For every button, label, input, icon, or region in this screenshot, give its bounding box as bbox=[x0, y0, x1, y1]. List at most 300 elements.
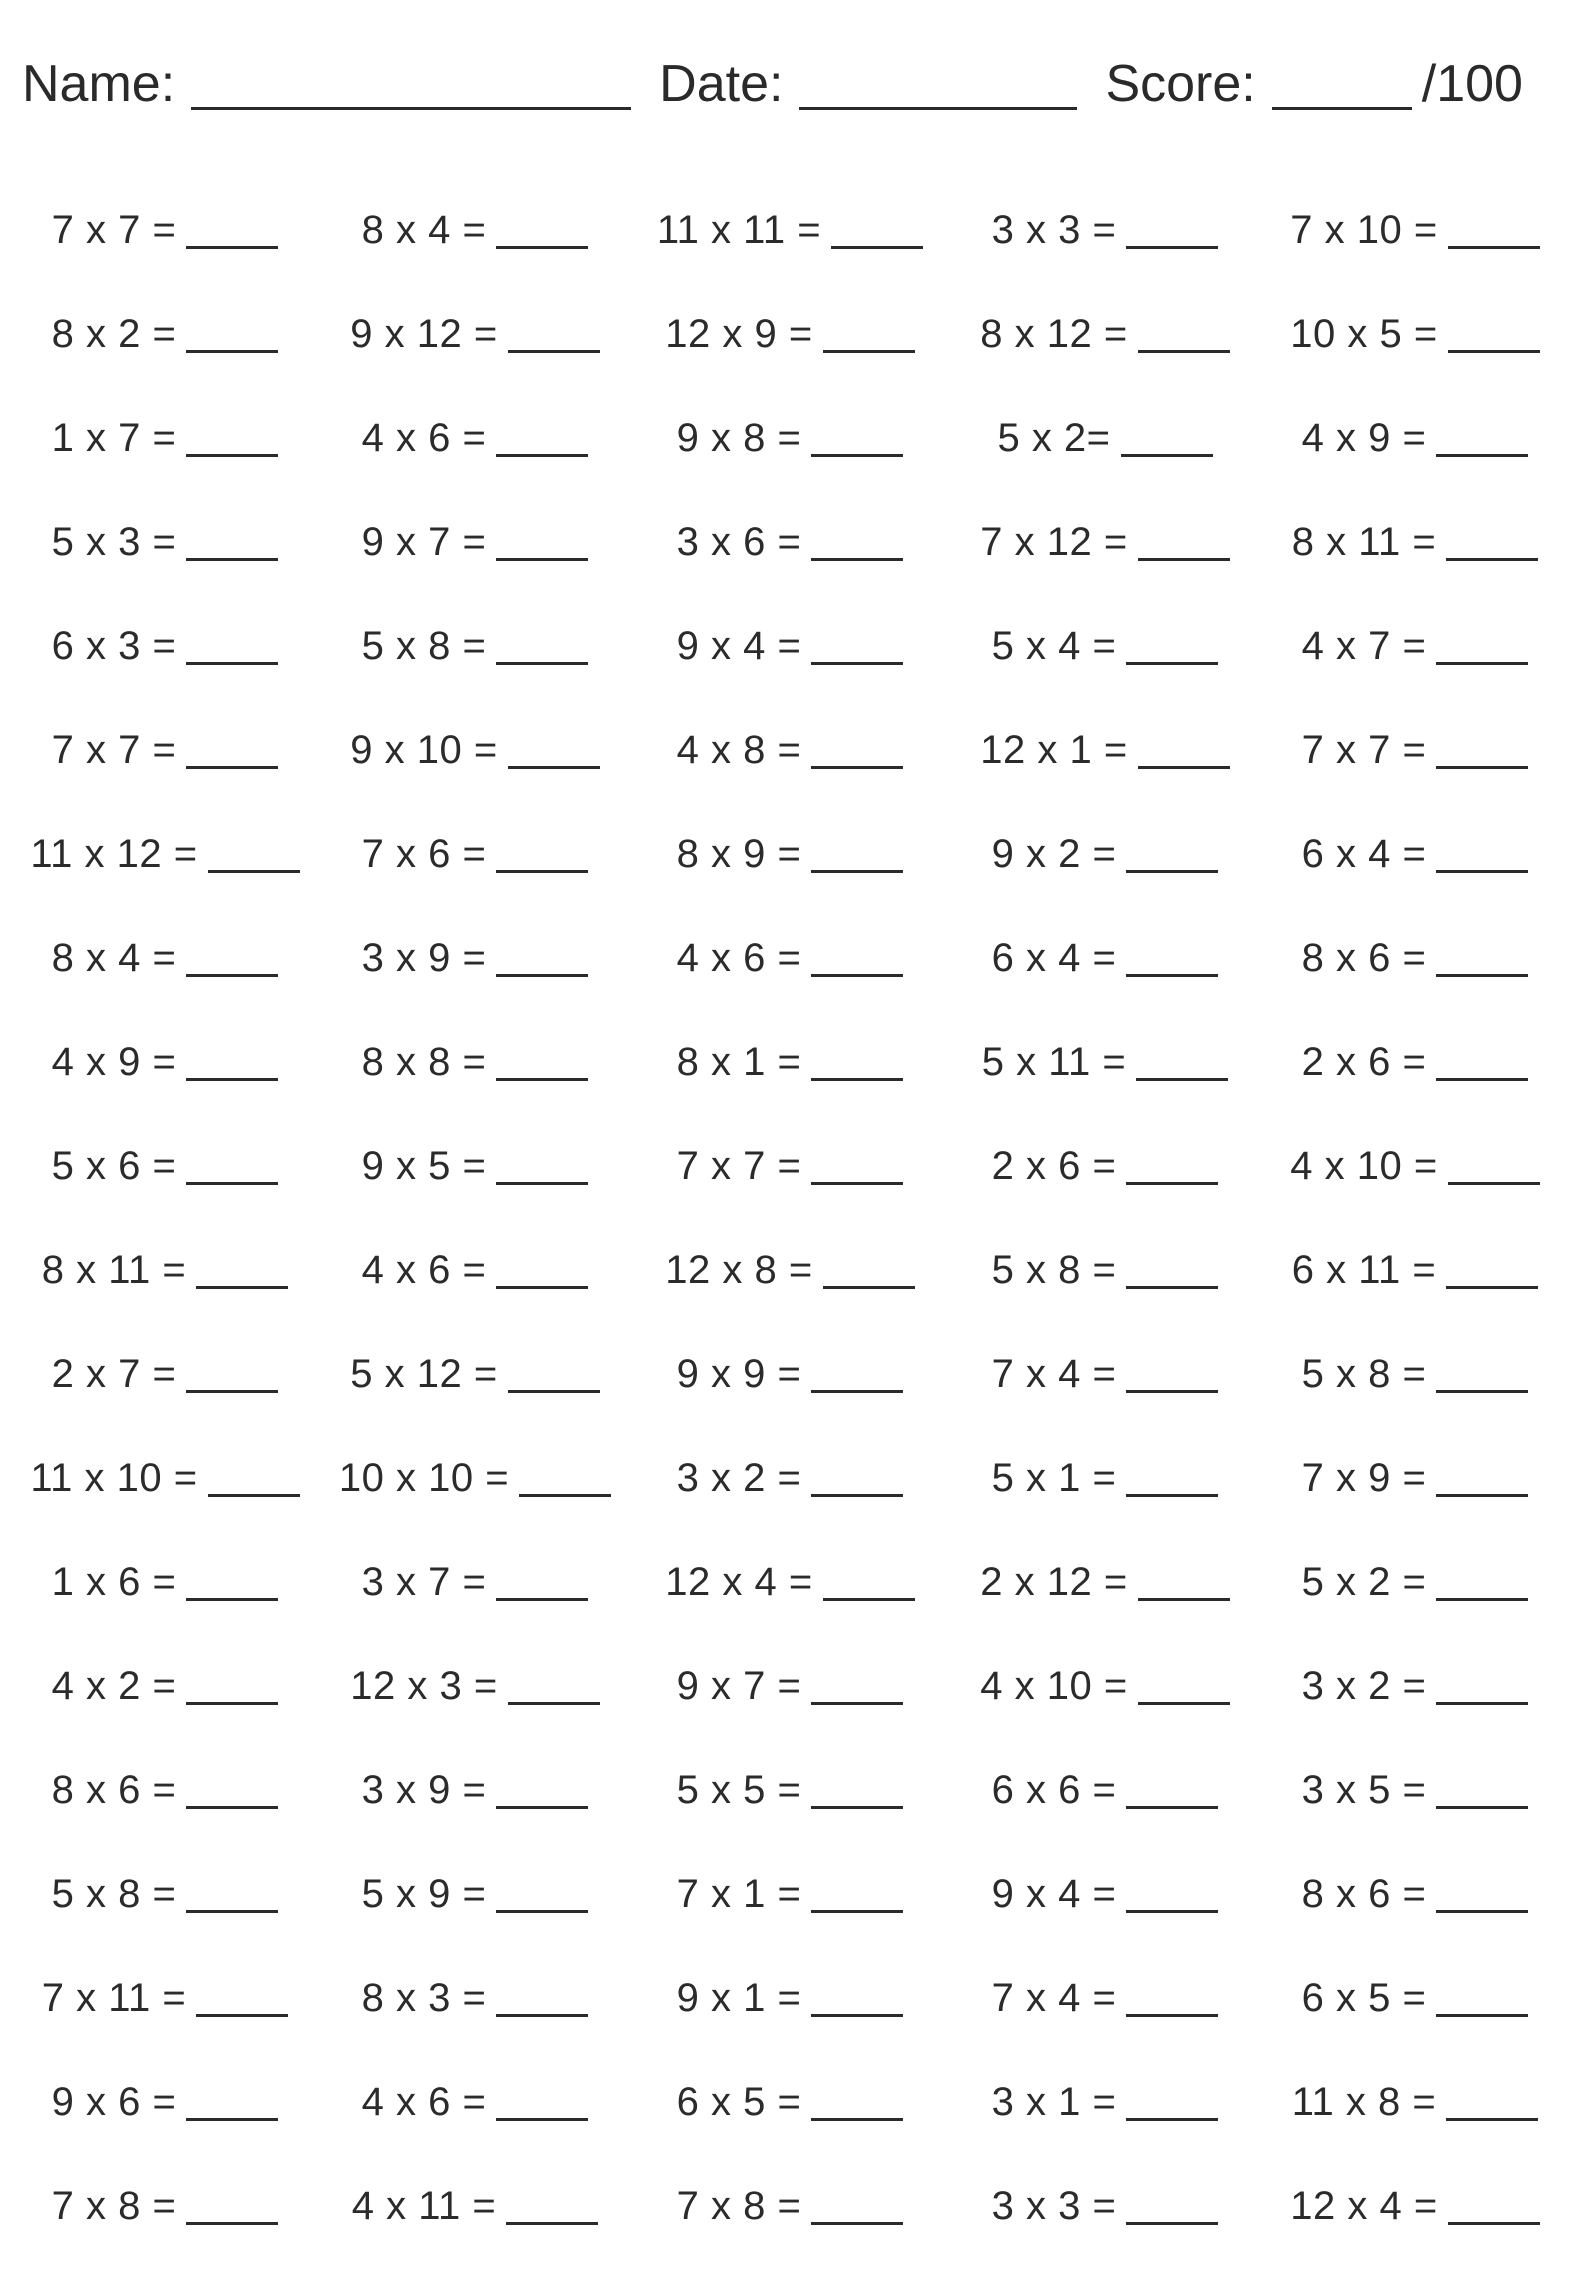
answer-blank[interactable] bbox=[186, 732, 278, 769]
problem-cell bbox=[955, 294, 1255, 374]
problem-cell bbox=[640, 1230, 940, 1310]
answer-blank[interactable] bbox=[1138, 524, 1230, 561]
problem-row bbox=[0, 1646, 1588, 1750]
problem-text: 8 x 9 = bbox=[676, 831, 802, 876]
problem-text: 8 x 2 = bbox=[51, 311, 177, 356]
answer-blank[interactable] bbox=[496, 420, 588, 457]
problem-text: 4 x 2 = bbox=[51, 1663, 177, 1708]
answer-blank[interactable] bbox=[1448, 1148, 1540, 1185]
answer-blank[interactable] bbox=[811, 1876, 903, 1913]
answer-blank[interactable] bbox=[811, 2084, 903, 2121]
answer-blank[interactable] bbox=[1126, 628, 1218, 665]
problem-cell bbox=[1265, 2062, 1565, 2142]
problem-cell bbox=[955, 606, 1255, 686]
problem-cell bbox=[1265, 1230, 1565, 1310]
problem-text: 6 x 11 = bbox=[1291, 1247, 1437, 1292]
problem-cell bbox=[15, 1126, 315, 1206]
problem-text: 6 x 3 = bbox=[51, 623, 177, 668]
answer-blank[interactable] bbox=[811, 1980, 903, 2017]
score-total: /100 bbox=[1421, 55, 1523, 113]
problem-text: 8 x 6 = bbox=[1301, 1871, 1427, 1916]
problem-text: 5 x 4 = bbox=[991, 623, 1117, 668]
problem-row bbox=[0, 1958, 1588, 2062]
answer-blank[interactable] bbox=[1436, 628, 1528, 665]
answer-blank[interactable] bbox=[823, 1252, 915, 1289]
problem-cell bbox=[640, 606, 940, 686]
answer-blank[interactable] bbox=[196, 1980, 288, 2017]
problem-text: 3 x 1 = bbox=[991, 2079, 1117, 2124]
problem-text: 5 x 12 = bbox=[350, 1351, 498, 1396]
name-label: Name: bbox=[22, 55, 176, 113]
problem-cell bbox=[640, 294, 940, 374]
problem-cell bbox=[640, 1542, 940, 1622]
answer-blank[interactable] bbox=[186, 212, 278, 249]
answer-blank[interactable] bbox=[1436, 1876, 1528, 1913]
problem-text: 4 x 11 = bbox=[351, 2183, 497, 2228]
answer-blank[interactable] bbox=[1436, 1564, 1528, 1601]
answer-blank[interactable] bbox=[1436, 1668, 1528, 1705]
problem-cell bbox=[1265, 1646, 1565, 1726]
problem-cell bbox=[955, 1334, 1255, 1414]
answer-blank[interactable] bbox=[508, 1356, 600, 1393]
problem-text: 6 x 5 = bbox=[676, 2079, 802, 2124]
answer-blank[interactable] bbox=[496, 1044, 588, 1081]
answer-blank[interactable] bbox=[811, 628, 903, 665]
problem-cell bbox=[640, 710, 940, 790]
answer-blank[interactable] bbox=[1126, 1460, 1218, 1497]
answer-blank[interactable] bbox=[186, 524, 278, 561]
problem-cell bbox=[15, 710, 315, 790]
problem-row bbox=[0, 1022, 1588, 1126]
problem-cell bbox=[1265, 502, 1565, 582]
problem-text: 12 x 8 = bbox=[665, 1247, 813, 1292]
problem-text: 8 x 12 = bbox=[980, 311, 1128, 356]
problem-text: 3 x 3 = bbox=[991, 2183, 1117, 2228]
problem-cell bbox=[15, 398, 315, 478]
problem-cell bbox=[325, 1542, 625, 1622]
answer-blank[interactable] bbox=[496, 1876, 588, 1913]
problem-cell bbox=[640, 398, 940, 478]
problem-text: 9 x 4 = bbox=[676, 623, 802, 668]
problem-cell bbox=[640, 1438, 940, 1518]
problem-cell bbox=[325, 190, 625, 270]
answer-blank[interactable] bbox=[1126, 1876, 1218, 1913]
answer-blank[interactable] bbox=[496, 628, 588, 665]
answer-blank[interactable] bbox=[208, 836, 300, 873]
problem-text: 5 x 3 = bbox=[51, 519, 177, 564]
problem-text: 2 x 12 = bbox=[980, 1559, 1128, 1604]
problem-cell bbox=[325, 1334, 625, 1414]
problem-cell bbox=[640, 1958, 940, 2038]
problem-text: 5 x 8 = bbox=[361, 623, 487, 668]
answer-blank[interactable] bbox=[811, 524, 903, 561]
problem-text: 5 x 2 = bbox=[1301, 1559, 1427, 1604]
answer-blank[interactable] bbox=[1436, 1356, 1528, 1393]
problem-text: 5 x 9 = bbox=[361, 1871, 487, 1916]
answer-blank[interactable] bbox=[506, 2188, 598, 2225]
problem-cell bbox=[955, 814, 1255, 894]
problem-row bbox=[0, 1126, 1588, 1230]
problem-text: 8 x 6 = bbox=[1301, 935, 1427, 980]
problem-cell bbox=[15, 918, 315, 998]
problem-text: 5 x 5 = bbox=[676, 1767, 802, 1812]
answer-blank[interactable] bbox=[496, 2084, 588, 2121]
problem-text: 7 x 4 = bbox=[991, 1351, 1117, 1396]
problem-cell bbox=[15, 1958, 315, 2038]
answer-blank[interactable] bbox=[186, 1044, 278, 1081]
problem-text: 7 x 6 = bbox=[361, 831, 487, 876]
problem-cell bbox=[325, 1958, 625, 2038]
problem-cell bbox=[955, 2062, 1255, 2142]
answer-blank[interactable] bbox=[1126, 940, 1218, 977]
problem-text: 5 x 6 = bbox=[51, 1143, 177, 1188]
problem-row bbox=[0, 1438, 1588, 1542]
answer-blank[interactable] bbox=[1126, 1148, 1218, 1185]
problem-text: 11 x 8 = bbox=[1291, 2079, 1437, 2124]
problem-cell bbox=[325, 2062, 625, 2142]
answer-blank[interactable] bbox=[186, 420, 278, 457]
problem-row bbox=[0, 1334, 1588, 1438]
answer-blank[interactable] bbox=[186, 1356, 278, 1393]
answer-blank[interactable] bbox=[496, 836, 588, 873]
answer-blank[interactable] bbox=[1126, 2188, 1218, 2225]
answer-blank[interactable] bbox=[186, 628, 278, 665]
problem-text: 1 x 6 = bbox=[51, 1559, 177, 1604]
answer-blank[interactable] bbox=[811, 1148, 903, 1185]
answer-blank[interactable] bbox=[1138, 1564, 1230, 1601]
answer-blank[interactable] bbox=[186, 1772, 278, 1809]
problem-cell bbox=[325, 1126, 625, 1206]
problem-text: 9 x 10 = bbox=[350, 727, 498, 772]
problem-text: 3 x 2 = bbox=[1301, 1663, 1427, 1708]
answer-blank[interactable] bbox=[811, 2188, 903, 2225]
answer-blank[interactable] bbox=[1126, 1252, 1218, 1289]
name-field[interactable] bbox=[191, 57, 631, 110]
answer-blank[interactable] bbox=[823, 1564, 915, 1601]
problem-text: 3 x 2 = bbox=[676, 1455, 802, 1500]
problem-text: 9 x 12 = bbox=[350, 311, 498, 356]
answer-blank[interactable] bbox=[1126, 212, 1218, 249]
problem-cell bbox=[325, 710, 625, 790]
problem-text: 7 x 12 = bbox=[980, 519, 1128, 564]
problem-text: 9 x 2 = bbox=[991, 831, 1117, 876]
problem-row bbox=[0, 1542, 1588, 1646]
answer-blank[interactable] bbox=[186, 2188, 278, 2225]
problem-cell bbox=[640, 814, 940, 894]
problem-cell bbox=[640, 1126, 940, 1206]
problem-text: 10 x 10 = bbox=[338, 1455, 510, 1500]
problem-text: 5 x 8 = bbox=[991, 1247, 1117, 1292]
problem-cell bbox=[325, 606, 625, 686]
problem-cell bbox=[325, 1230, 625, 1310]
answer-blank[interactable] bbox=[496, 524, 588, 561]
answer-blank[interactable] bbox=[811, 1668, 903, 1705]
answer-blank[interactable] bbox=[208, 1460, 300, 1497]
answer-blank[interactable] bbox=[496, 1148, 588, 1185]
problem-cell bbox=[15, 1230, 315, 1310]
problem-cell bbox=[325, 918, 625, 998]
answer-blank[interactable] bbox=[496, 1252, 588, 1289]
problem-cell bbox=[1265, 1958, 1565, 2038]
problem-row bbox=[0, 502, 1588, 606]
problem-cell bbox=[640, 190, 940, 270]
problem-cell bbox=[15, 606, 315, 686]
problem-text: 9 x 9 = bbox=[676, 1351, 802, 1396]
problem-text: 3 x 5 = bbox=[1301, 1767, 1427, 1812]
problem-text: 10 x 5 = bbox=[1290, 311, 1438, 356]
answer-blank[interactable] bbox=[811, 940, 903, 977]
problem-text: 8 x 4 = bbox=[361, 207, 487, 252]
problem-cell bbox=[955, 710, 1255, 790]
answer-blank[interactable] bbox=[1436, 836, 1528, 873]
problem-text: 4 x 7 = bbox=[1301, 623, 1427, 668]
problem-cell bbox=[325, 1854, 625, 1934]
problem-row bbox=[0, 606, 1588, 710]
answer-blank[interactable] bbox=[1448, 316, 1540, 353]
problem-cell bbox=[325, 2166, 625, 2246]
problem-text: 3 x 3 = bbox=[991, 207, 1117, 252]
answer-blank[interactable] bbox=[1436, 1460, 1528, 1497]
answer-blank[interactable] bbox=[1121, 420, 1213, 457]
answer-blank[interactable] bbox=[496, 212, 588, 249]
answer-blank[interactable] bbox=[186, 940, 278, 977]
problem-text: 12 x 9 = bbox=[665, 311, 813, 356]
problem-cell bbox=[15, 1750, 315, 1830]
problem-cell bbox=[325, 1750, 625, 1830]
problem-cell bbox=[1265, 1854, 1565, 1934]
problem-text: 12 x 4 = bbox=[1290, 2183, 1438, 2228]
problem-text: 8 x 11 = bbox=[41, 1247, 187, 1292]
problem-text: 5 x 1 = bbox=[991, 1455, 1117, 1500]
answer-blank[interactable] bbox=[1136, 1044, 1228, 1081]
answer-blank[interactable] bbox=[186, 2084, 278, 2121]
answer-blank[interactable] bbox=[1446, 2084, 1538, 2121]
answer-blank[interactable] bbox=[1126, 836, 1218, 873]
problem-text: 7 x 8 = bbox=[676, 2183, 802, 2228]
problem-text: 4 x 6 = bbox=[361, 2079, 487, 2124]
problem-cell bbox=[15, 1854, 315, 1934]
problem-text: 6 x 4 = bbox=[991, 935, 1117, 980]
problem-cell bbox=[15, 190, 315, 270]
answer-blank[interactable] bbox=[1436, 1044, 1528, 1081]
problem-cell bbox=[15, 1646, 315, 1726]
problem-cell bbox=[955, 502, 1255, 582]
problem-text: 5 x 11 = bbox=[981, 1039, 1127, 1084]
problem-text: 8 x 6 = bbox=[51, 1767, 177, 1812]
problem-cell bbox=[1265, 606, 1565, 686]
date-field[interactable] bbox=[799, 57, 1077, 110]
problem-text: 6 x 5 = bbox=[1301, 1975, 1427, 2020]
answer-blank[interactable] bbox=[1436, 420, 1528, 457]
answer-blank[interactable] bbox=[811, 732, 903, 769]
answer-blank[interactable] bbox=[186, 316, 278, 353]
answer-blank[interactable] bbox=[1436, 940, 1528, 977]
answer-blank[interactable] bbox=[508, 316, 600, 353]
problem-text: 8 x 8 = bbox=[361, 1039, 487, 1084]
answer-blank[interactable] bbox=[811, 1044, 903, 1081]
problem-cell bbox=[640, 918, 940, 998]
answer-blank[interactable] bbox=[811, 836, 903, 873]
problem-text: 1 x 7 = bbox=[51, 415, 177, 460]
problem-text: 7 x 7 = bbox=[51, 207, 177, 252]
problem-cell bbox=[15, 502, 315, 582]
problem-grid bbox=[0, 190, 1588, 2230]
problem-text: 9 x 4 = bbox=[991, 1871, 1117, 1916]
problem-text: 9 x 8 = bbox=[676, 415, 802, 460]
problem-cell bbox=[15, 1022, 315, 1102]
problem-cell bbox=[15, 1542, 315, 1622]
problem-text: 4 x 6 = bbox=[676, 935, 802, 980]
problem-cell bbox=[1265, 398, 1565, 478]
problem-cell bbox=[955, 1854, 1255, 1934]
problem-text: 4 x 9 = bbox=[1301, 415, 1427, 460]
answer-blank[interactable] bbox=[1436, 1772, 1528, 1809]
problem-text: 4 x 10 = bbox=[1290, 1143, 1438, 1188]
answer-blank[interactable] bbox=[508, 732, 600, 769]
problem-cell bbox=[640, 1854, 940, 1934]
problem-cell bbox=[325, 294, 625, 374]
answer-blank[interactable] bbox=[496, 1772, 588, 1809]
problem-text: 7 x 7 = bbox=[51, 727, 177, 772]
problem-text: 3 x 7 = bbox=[361, 1559, 487, 1604]
problem-cell bbox=[1265, 814, 1565, 894]
answer-blank[interactable] bbox=[1126, 2084, 1218, 2121]
problem-cell bbox=[325, 1438, 625, 1518]
answer-blank[interactable] bbox=[1126, 1772, 1218, 1809]
answer-blank[interactable] bbox=[519, 1460, 611, 1497]
answer-blank[interactable] bbox=[811, 1356, 903, 1393]
problem-text: 2 x 6 = bbox=[991, 1143, 1117, 1188]
problem-cell bbox=[1265, 1542, 1565, 1622]
problem-text: 8 x 3 = bbox=[361, 1975, 487, 2020]
problem-text: 4 x 10 = bbox=[980, 1663, 1128, 1708]
problem-text: 8 x 11 = bbox=[1291, 519, 1437, 564]
problem-text: 7 x 1 = bbox=[676, 1871, 802, 1916]
problem-cell bbox=[640, 2062, 940, 2142]
answer-blank[interactable] bbox=[1448, 212, 1540, 249]
answer-blank[interactable] bbox=[186, 1668, 278, 1705]
problem-text: 4 x 8 = bbox=[676, 727, 802, 772]
problem-cell bbox=[640, 2166, 940, 2246]
problem-cell bbox=[640, 1022, 940, 1102]
problem-text: 4 x 6 = bbox=[361, 415, 487, 460]
problem-text: 12 x 1 = bbox=[980, 727, 1128, 772]
problem-text: 5 x 8 = bbox=[1301, 1351, 1427, 1396]
answer-blank[interactable] bbox=[1446, 1252, 1538, 1289]
problem-text: 4 x 6 = bbox=[361, 1247, 487, 1292]
answer-blank[interactable] bbox=[186, 1148, 278, 1185]
answer-blank[interactable] bbox=[823, 316, 915, 353]
problem-cell bbox=[1265, 1126, 1565, 1206]
answer-blank[interactable] bbox=[1126, 1356, 1218, 1393]
problem-cell bbox=[15, 814, 315, 894]
problem-text: 3 x 9 = bbox=[361, 1767, 487, 1812]
answer-blank[interactable] bbox=[496, 1564, 588, 1601]
problem-cell bbox=[1265, 1750, 1565, 1830]
answer-blank[interactable] bbox=[496, 940, 588, 977]
problem-row bbox=[0, 398, 1588, 502]
problem-cell bbox=[955, 918, 1255, 998]
answer-blank[interactable] bbox=[496, 1980, 588, 2017]
answer-blank[interactable] bbox=[831, 212, 923, 249]
problem-cell bbox=[955, 1126, 1255, 1206]
answer-blank[interactable] bbox=[811, 1460, 903, 1497]
problem-text: 7 x 10 = bbox=[1290, 207, 1438, 252]
problem-text: 7 x 7 = bbox=[676, 1143, 802, 1188]
problem-row bbox=[0, 1230, 1588, 1334]
problem-row bbox=[0, 1750, 1588, 1854]
answer-blank[interactable] bbox=[1436, 1980, 1528, 2017]
problem-cell bbox=[955, 1230, 1255, 1310]
problem-cell bbox=[955, 1750, 1255, 1830]
problem-cell bbox=[1265, 1334, 1565, 1414]
problem-cell bbox=[325, 814, 625, 894]
problem-cell bbox=[955, 398, 1255, 478]
answer-blank[interactable] bbox=[186, 1876, 278, 1913]
problem-cell bbox=[325, 1022, 625, 1102]
answer-blank[interactable] bbox=[186, 1564, 278, 1601]
answer-blank[interactable] bbox=[196, 1252, 288, 1289]
problem-text: 7 x 8 = bbox=[51, 2183, 177, 2228]
problem-text: 3 x 9 = bbox=[361, 935, 487, 980]
problem-cell bbox=[640, 1750, 940, 1830]
problem-cell bbox=[15, 2062, 315, 2142]
problem-cell bbox=[955, 1022, 1255, 1102]
problem-cell bbox=[325, 502, 625, 582]
problem-text: 9 x 7 = bbox=[676, 1663, 802, 1708]
problem-text: 7 x 7 = bbox=[1301, 727, 1427, 772]
answer-blank[interactable] bbox=[811, 420, 903, 457]
problem-cell bbox=[955, 190, 1255, 270]
answer-blank[interactable] bbox=[1446, 524, 1538, 561]
answer-blank[interactable] bbox=[1126, 1980, 1218, 2017]
answer-blank[interactable] bbox=[1436, 732, 1528, 769]
answer-blank[interactable] bbox=[1138, 1668, 1230, 1705]
problem-row bbox=[0, 2062, 1588, 2166]
answer-blank[interactable] bbox=[1448, 2188, 1540, 2225]
date-label: Date: bbox=[659, 55, 784, 113]
problem-text: 4 x 9 = bbox=[51, 1039, 177, 1084]
problem-cell bbox=[325, 1646, 625, 1726]
problem-text: 9 x 1 = bbox=[676, 1975, 802, 2020]
problem-cell bbox=[955, 1438, 1255, 1518]
answer-blank[interactable] bbox=[1138, 732, 1230, 769]
problem-text: 6 x 4 = bbox=[1301, 831, 1427, 876]
score-field[interactable] bbox=[1272, 57, 1412, 110]
problem-text: 11 x 12 = bbox=[30, 831, 198, 876]
problem-cell bbox=[15, 1438, 315, 1518]
problem-cell bbox=[15, 1334, 315, 1414]
answer-blank[interactable] bbox=[508, 1668, 600, 1705]
answer-blank[interactable] bbox=[1138, 316, 1230, 353]
problem-text: 11 x 11 = bbox=[656, 207, 822, 252]
problem-cell bbox=[955, 1542, 1255, 1622]
answer-blank[interactable] bbox=[811, 1772, 903, 1809]
problem-text: 2 x 7 = bbox=[51, 1351, 177, 1396]
problem-row bbox=[0, 710, 1588, 814]
problem-cell bbox=[1265, 190, 1565, 270]
problem-cell bbox=[1265, 294, 1565, 374]
problem-text: 5 x 2= bbox=[997, 415, 1111, 460]
problem-cell bbox=[640, 1646, 940, 1726]
problem-cell bbox=[955, 2166, 1255, 2246]
problem-text: 7 x 11 = bbox=[41, 1975, 187, 2020]
problem-cell bbox=[955, 1958, 1255, 2038]
worksheet-header bbox=[22, 30, 1572, 113]
problem-row bbox=[0, 918, 1588, 1022]
problem-cell bbox=[1265, 2166, 1565, 2246]
problem-text: 8 x 1 = bbox=[676, 1039, 802, 1084]
